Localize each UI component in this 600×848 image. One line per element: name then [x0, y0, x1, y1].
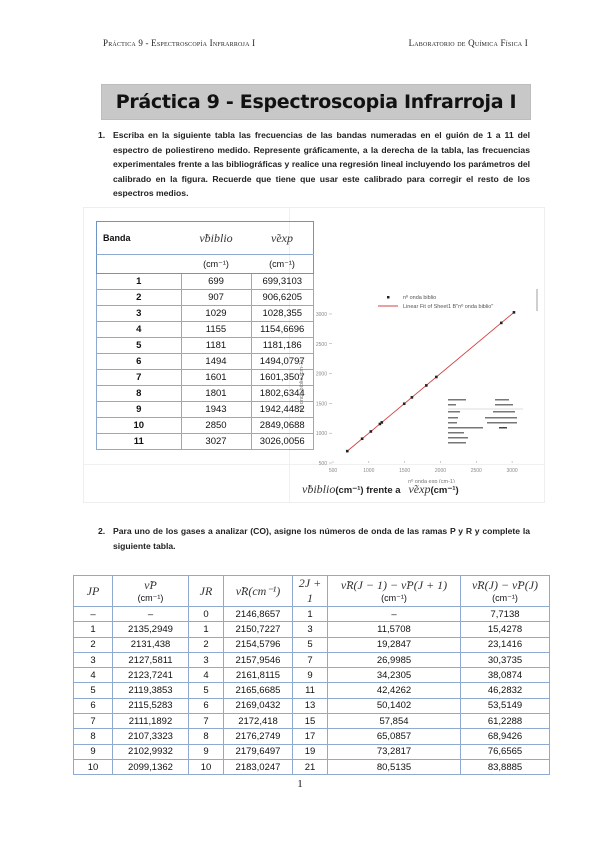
cell-jr: 3	[189, 652, 224, 667]
col-header-banda: Banda	[97, 222, 182, 255]
cell-nur: 2165,6685	[224, 683, 293, 698]
cell-d1: 65,0857	[328, 729, 461, 744]
cell-banda: 7	[97, 370, 182, 386]
table-row	[74, 729, 550, 744]
cell-d2: 68,9426	[461, 729, 550, 744]
cell-biblio: 1494	[181, 354, 251, 370]
calibration-table	[96, 221, 314, 450]
cell-nur: 2157,9546	[224, 652, 293, 667]
page-title: Práctica 9 - Espectroscopia Infrarroja I	[115, 91, 517, 113]
svg-text:2500: 2500	[315, 341, 327, 348]
table-row	[74, 744, 550, 759]
cell-nup: 2119,3853	[113, 683, 189, 698]
cell-twoj: 21	[293, 759, 328, 774]
cell-exp: 1942,4482	[251, 402, 314, 418]
cell-nup: –	[113, 607, 189, 622]
cell-d1: 26,9985	[328, 652, 461, 667]
svg-text:3000: 3000	[506, 468, 518, 474]
cell-jp: 10	[74, 759, 113, 774]
cell-d1: 50,1402	[328, 698, 461, 713]
cell-jr: 8	[189, 729, 224, 744]
caption-y-symbol: ν̃biblio	[302, 482, 336, 496]
table-row	[74, 637, 550, 652]
cell-jr: 6	[189, 698, 224, 713]
cell-exp: 3026,0056	[251, 434, 314, 450]
cell-exp: 699,3103	[251, 274, 314, 290]
cell-d1: 80,5135	[328, 759, 461, 774]
col-header-jr: JR	[189, 576, 224, 607]
unit-biblio: (cm⁻¹)	[181, 255, 251, 274]
cell-nup: 2115,5283	[113, 698, 189, 713]
cell-d2: 7,7138	[461, 607, 550, 622]
cell-d2: 76,6565	[461, 744, 550, 759]
cell-d1: 11,5708	[328, 622, 461, 637]
cell-d1: 42,4262	[328, 683, 461, 698]
cell-d1: 73,2817	[328, 744, 461, 759]
svg-text:1500: 1500	[399, 468, 411, 474]
table-row	[74, 607, 550, 622]
cell-banda: 11	[97, 434, 182, 450]
svg-text:1000: 1000	[315, 431, 327, 438]
table-row	[74, 668, 550, 683]
svg-text:3000: 3000	[315, 311, 327, 318]
cell-jr: 4	[189, 668, 224, 683]
cell-twoj: 7	[293, 652, 328, 667]
svg-text:1500: 1500	[315, 401, 327, 408]
running-header-left: Práctica 9 - Espectroscopía Infrarroja I	[103, 38, 256, 48]
question-1-number: 1.	[98, 130, 106, 140]
svg-text:2500: 2500	[470, 468, 482, 474]
unit-exp: (cm⁻¹)	[251, 255, 314, 274]
cell-jp: 6	[74, 698, 113, 713]
table-row	[74, 714, 550, 729]
question-2-number: 2.	[98, 526, 106, 536]
running-header-right: Laboratorio de Química Física I	[408, 38, 528, 48]
table-row	[97, 306, 314, 322]
table-row	[97, 338, 314, 354]
cell-banda: 6	[97, 354, 182, 370]
table-row	[74, 622, 550, 637]
chart-legend	[378, 289, 537, 311]
cell-banda: 2	[97, 290, 182, 306]
cell-jp: 7	[74, 714, 113, 729]
cell-d2: 53,5149	[461, 698, 550, 713]
cell-biblio: 1181	[181, 338, 251, 354]
cell-twoj: 15	[293, 714, 328, 729]
col-header-diff1: ν̃R(J − 1) − ν̃P(J + 1) (cm⁻¹)	[328, 576, 461, 607]
svg-text:2000: 2000	[315, 371, 327, 378]
table-row	[74, 759, 550, 774]
cell-biblio: 1029	[181, 306, 251, 322]
table-row	[97, 386, 314, 402]
cell-nup: 2099,1362	[113, 759, 189, 774]
cell-biblio: 699	[181, 274, 251, 290]
cell-banda: 1	[97, 274, 182, 290]
cell-jp: 5	[74, 683, 113, 698]
cell-nur: 2176,2749	[224, 729, 293, 744]
question-1	[98, 128, 530, 201]
cell-twoj: 1	[293, 607, 328, 622]
cell-d2: 15,4278	[461, 622, 550, 637]
cell-d2: 30,3735	[461, 652, 550, 667]
cell-exp: 1601,3507	[251, 370, 314, 386]
col-header-nup: ν̃P (cm⁻¹)	[113, 576, 189, 607]
cell-biblio: 907	[181, 290, 251, 306]
cell-jp: 4	[74, 668, 113, 683]
chart-plot-area	[346, 311, 515, 452]
cell-banda: 3	[97, 306, 182, 322]
cell-d2: 83,8885	[461, 759, 550, 774]
col-header-2j1: 2J + 1	[293, 576, 328, 607]
cell-nup: 2131,438	[113, 637, 189, 652]
chart-axes	[298, 312, 518, 483]
question-2-text: Para uno de los gases a analizar (CO), asigne los números de onda de las ramas P y R y complete la siguiente tabla.	[113, 526, 530, 551]
col-header-biblio: ν̃biblio	[181, 222, 251, 255]
cell-d1: –	[328, 607, 461, 622]
cell-banda: 9	[97, 402, 182, 418]
cell-nur: 2179,6497	[224, 744, 293, 759]
fit-stats-table	[448, 399, 523, 444]
question-2	[98, 524, 530, 553]
cell-twoj: 19	[293, 744, 328, 759]
table-row	[74, 698, 550, 713]
cell-d2: 38,0874	[461, 668, 550, 683]
cell-nur: 2169,0432	[224, 698, 293, 713]
cell-jp: 8	[74, 729, 113, 744]
cell-jr: 10	[189, 759, 224, 774]
calibration-chart	[295, 283, 540, 483]
table-row	[97, 274, 314, 290]
cell-jr: 7	[189, 714, 224, 729]
cell-nup: 2102,9932	[113, 744, 189, 759]
table-row	[97, 434, 314, 450]
cell-twoj: 9	[293, 668, 328, 683]
table-row	[97, 290, 314, 306]
cell-jr: 9	[189, 744, 224, 759]
figure-caption: ν̃biblio(cm⁻¹) frente a ν̃exp(cm⁻¹)	[302, 482, 459, 496]
svg-text:2000: 2000	[434, 468, 447, 474]
table-row	[74, 652, 550, 667]
caption-middle: frente a	[366, 485, 401, 496]
table-row	[97, 402, 314, 418]
cell-biblio: 1601	[181, 370, 251, 386]
cell-jp: 2	[74, 637, 113, 652]
cell-nur: 2161,8115	[224, 668, 293, 683]
cell-nup: 2111,1892	[113, 714, 189, 729]
page-title-bar	[101, 84, 531, 120]
cell-nup: 2135,2949	[113, 622, 189, 637]
cell-exp: 906,6205	[251, 290, 314, 306]
cell-d2: 61,2288	[461, 714, 550, 729]
cell-exp: 1802,6344	[251, 386, 314, 402]
col-header-exp: ν̃exp	[251, 222, 314, 255]
cell-d2: 46,2832	[461, 683, 550, 698]
svg-text:Linear Fit of Sheet1 B"nº onda: Linear Fit of Sheet1 B"nº onda biblio"	[403, 304, 494, 310]
col-header-nur: ν̃R(cm⁻¹)	[224, 576, 293, 607]
caption-x-symbol: ν̃exp	[408, 482, 431, 496]
cell-nur: 2172,418	[224, 714, 293, 729]
table-row	[97, 354, 314, 370]
svg-text:1000: 1000	[363, 468, 375, 474]
cell-jp: 3	[74, 652, 113, 667]
cell-banda: 5	[97, 338, 182, 354]
cell-exp: 1494,0797	[251, 354, 314, 370]
cell-biblio: 1943	[181, 402, 251, 418]
svg-text:500: 500	[318, 461, 327, 467]
cell-biblio: 1155	[181, 322, 251, 338]
cell-nup: 2127,5811	[113, 652, 189, 667]
cell-d1: 34,2305	[328, 668, 461, 683]
svg-text:nº onda biblio: nº onda biblio	[403, 295, 437, 301]
cell-d2: 23,1416	[461, 637, 550, 652]
table-row	[97, 370, 314, 386]
svg-text:nº onda biblio (cm-1): nº onda biblio (cm-1)	[299, 360, 305, 411]
cell-nur: 2154,5796	[224, 637, 293, 652]
cell-twoj: 3	[293, 622, 328, 637]
cell-twoj: 11	[293, 683, 328, 698]
cell-jp: 9	[74, 744, 113, 759]
cell-jp: –	[74, 607, 113, 622]
cell-nup: 2107,3323	[113, 729, 189, 744]
cell-nur: 2150,7227	[224, 622, 293, 637]
table-row	[74, 683, 550, 698]
cell-biblio: 3027	[181, 434, 251, 450]
cell-jr: 5	[189, 683, 224, 698]
cell-nup: 2123,7241	[113, 668, 189, 683]
cell-exp: 1154,6696	[251, 322, 314, 338]
cell-nur: 2146,8657	[224, 607, 293, 622]
col-header-diff2: ν̃R(J) − ν̃P(J) (cm⁻¹)	[461, 576, 550, 607]
question-1-text: Escriba en la siguiente tabla las frecuencias de las bandas numeradas en el guión de 1 a 11 del espectro de poliestireno medido. Represente gráficamente, a la derecha de la tabla, las frecuencias experimentales frente a las bibliográficas y realice una regresión lineal incluyendo los parámetros del calibrado en la figura. Recuerde que tiene que usar este calibrado para corregir el resto de los espectros medios.	[113, 130, 530, 199]
co-branches-table	[73, 575, 550, 775]
cell-twoj: 17	[293, 729, 328, 744]
cell-d1: 19,2847	[328, 637, 461, 652]
cell-twoj: 13	[293, 698, 328, 713]
table-row	[97, 418, 314, 434]
cell-banda: 4	[97, 322, 182, 338]
cell-exp: 2849,0688	[251, 418, 314, 434]
cell-biblio: 2850	[181, 418, 251, 434]
cell-jr: 2	[189, 637, 224, 652]
table-row	[97, 322, 314, 338]
cell-banda: 8	[97, 386, 182, 402]
cell-d1: 57,854	[328, 714, 461, 729]
cell-banda: 10	[97, 418, 182, 434]
cell-exp: 1028,355	[251, 306, 314, 322]
cell-jp: 1	[74, 622, 113, 637]
cell-biblio: 1801	[181, 386, 251, 402]
col-header-jp: JP	[74, 576, 113, 607]
svg-text:500: 500	[328, 468, 338, 474]
cell-exp: 1181,186	[251, 338, 314, 354]
cell-jr: 0	[189, 607, 224, 622]
cell-jr: 1	[189, 622, 224, 637]
svg-text:nº onda exp (cm-1): nº onda exp (cm-1)	[408, 479, 455, 483]
page-number: 1	[297, 778, 303, 790]
cell-twoj: 5	[293, 637, 328, 652]
cell-nur: 2183,0247	[224, 759, 293, 774]
